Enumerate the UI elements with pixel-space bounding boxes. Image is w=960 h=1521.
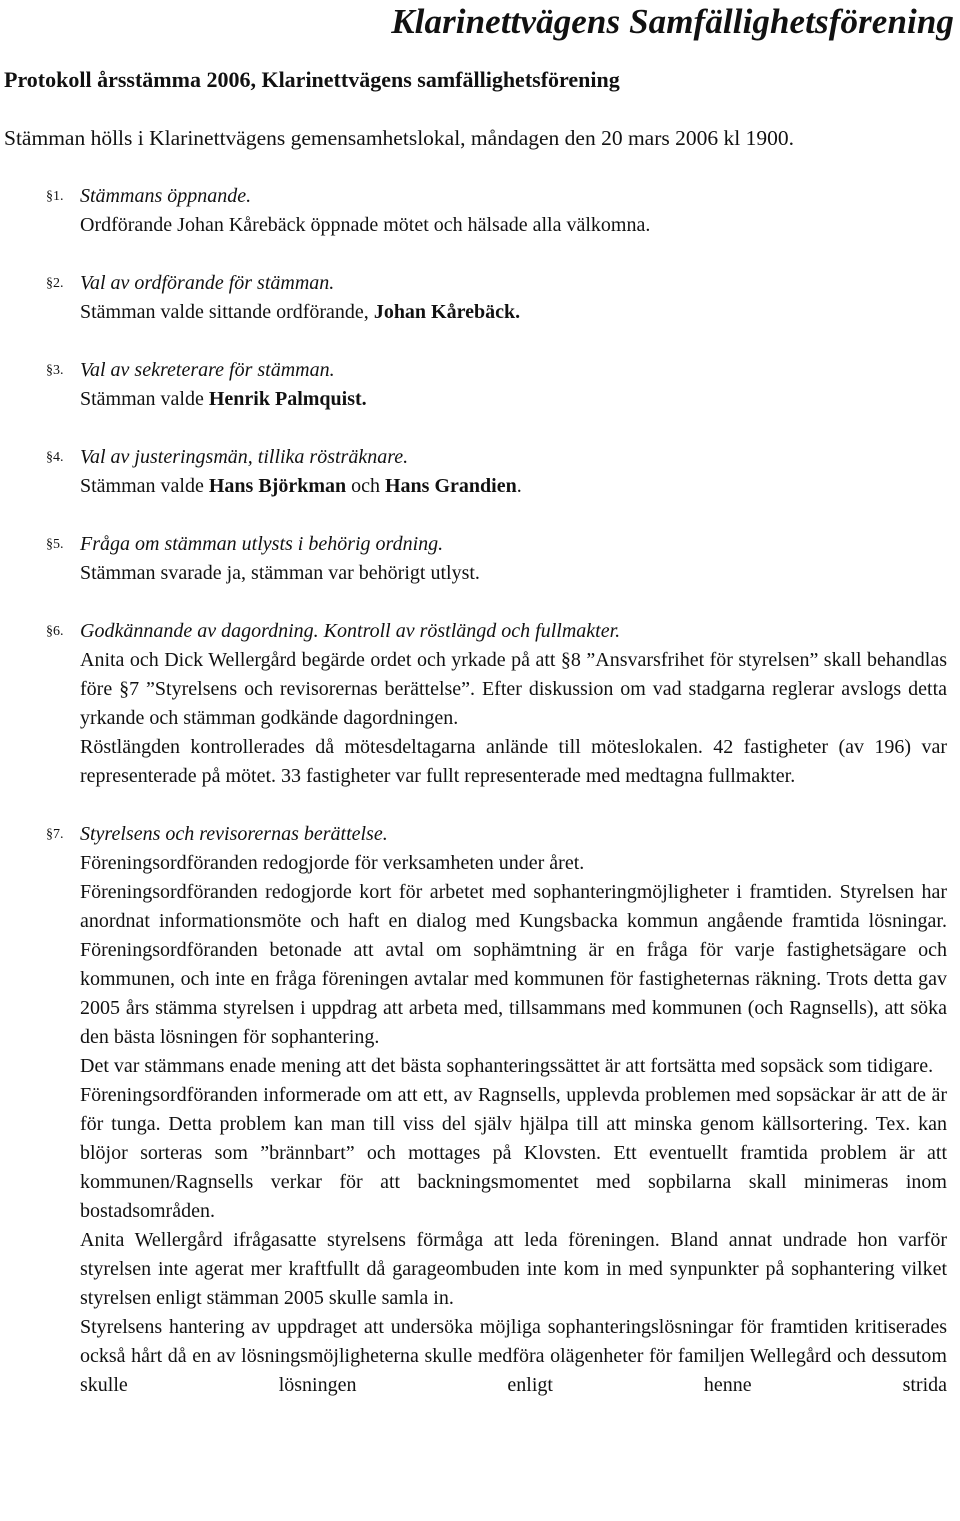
section-text: Ordförande Johan Kårebäck öppnade mötet och hälsade alla välkomna. (80, 214, 651, 236)
section-paragraph: Föreningsordföranden redogjorde kort för arbetet med sophanteringmöjligheter i framtiden. Styrelsen har anordnat informationsmöte och haft en dialog med Kungsbacka kommun angående framtida lösningar. Föreningsordföranden betonade att avtal om sophämtning är en fråga för varje fastighetsägare och kommunen, och inte en fråga föreningen avtalar med kommunen för fastigheternas räkning. Trots detta gav 2005 års stämma styrelsen i uppdrag att arbeta med, tillsammans med kommunen (och Ragnsells), att söka den bästa lösningen för sophantering. (80, 881, 947, 1048)
section-number: §5. (46, 537, 64, 552)
section-text (80, 472, 960, 501)
section-3 (0, 356, 960, 414)
section-5 (0, 530, 960, 588)
section-text (80, 298, 960, 327)
section-paragraph: Föreningsordföranden informerade om att ett, av Ragnsells, upplevda problemen med sopsäckar är att de är för tunga. Detta problem kan man till viss del själv hjälpa till att minska genom källsortering. Tex. kan blöjor sorteras som ”brännbart” och mottages på Klovsten. Ett eventuellt framtida problem är att kommunen/Ragnsells verkar för att backningsmomentet med sopbilarna skall minimeras inom bostadsområden. (80, 1084, 947, 1222)
section-7 (0, 820, 960, 1400)
section-paragraph: Anita Wellergård ifrågasatte styrelsens förmåga att leda föreningen. Bland annat undrade hon varför styrelsen inte agerat mer kraftfullt då garageombuden inte kom in med synpunkter på sophantering vilket styrelsen enligt stämman 2005 skulle samla in. (80, 1229, 947, 1309)
section-paragraph: Det var stämmans enade mening att det bästa sophanteringssättet är att fortsätta med sopsäck som tidigare. (80, 1055, 934, 1077)
elected-name: Hans Grandien (385, 475, 517, 497)
section-paragraph: Styrelsens hantering av uppdraget att undersöka möjliga sophanteringslösningar för framtiden kritiserades också hårt då en av lösningsmöjligheterna skulle medföra olägenheter för familjen Wellegård och dessutom skulle lösningen enligt henne strida (80, 1316, 947, 1396)
section-number: §1. (46, 189, 64, 204)
text-prefix: Stämman valde (80, 388, 209, 410)
section-text: Stämman svarade ja, stämman var behörigt utlyst. (80, 562, 480, 584)
section-title: Val av justeringsmän, tillika rösträknare. (80, 446, 409, 468)
section-4 (0, 443, 960, 501)
section-6 (0, 617, 960, 791)
meeting-intro: Stämman hölls i Klarinettvägens gemensamhetslokal, måndagen den 20 mars 2006 kl 1900. (4, 126, 794, 150)
section-number: §3. (46, 363, 64, 378)
section-title: Stämmans öppnande. (80, 185, 252, 207)
section-number: §4. (46, 450, 64, 465)
text-conjunction: och (346, 475, 385, 497)
minutes-body (0, 182, 960, 1400)
section-title: Godkännande av dagordning. Kontroll av röstlängd och fullmakter. (80, 620, 621, 642)
section-title: Fråga om stämman utlysts i behörig ordning. (80, 533, 444, 555)
section-paragraph: Föreningsordföranden redogjorde för verksamheten under året. (80, 852, 585, 874)
section-title: Styrelsens och revisorernas berättelse. (80, 823, 388, 845)
section-number: §7. (46, 827, 64, 842)
section-1 (0, 182, 960, 240)
document-title: Protokoll årsstämma 2006, Klarinettvägens samfällighetsförening (4, 67, 620, 92)
elected-name: Hans Björkman (208, 475, 347, 497)
section-text (80, 385, 960, 414)
text-suffix: . (516, 475, 522, 497)
section-number: §6. (46, 624, 64, 639)
section-paragraph: Anita och Dick Wellergård begärde ordet och yrkade på att §8 ”Ansvarsfrihet för styrelsen” skall behandlas före §7 ”Styrelsens och revisorernas berättelse”. Efter diskussion om vad stadgarna reglerar avslogs detta yrkande och stämman godkände dagordningen. (80, 649, 947, 729)
section-title: Val av sekreterare för stämman. (80, 359, 335, 381)
text-prefix: Stämman valde (80, 475, 209, 497)
section-number: §2. (46, 276, 64, 291)
section-title: Val av ordförande för stämman. (80, 272, 335, 294)
section-2 (0, 269, 960, 327)
section-paragraph: Röstlängden kontrollerades då mötesdeltagarna anlände till möteslokalen. 42 fastigheter (av 196) var representerade på mötet. 33 fastigheter var fullt representerade med medtagna fullmakter. (80, 736, 947, 787)
text-prefix: Stämman valde sittande ordförande, (80, 301, 374, 323)
elected-name: Henrik Palmquist. (208, 388, 367, 410)
elected-name: Johan Kårebäck. (373, 301, 521, 323)
organization-title: Klarinettvägens Samfällighetsförening (391, 2, 954, 41)
